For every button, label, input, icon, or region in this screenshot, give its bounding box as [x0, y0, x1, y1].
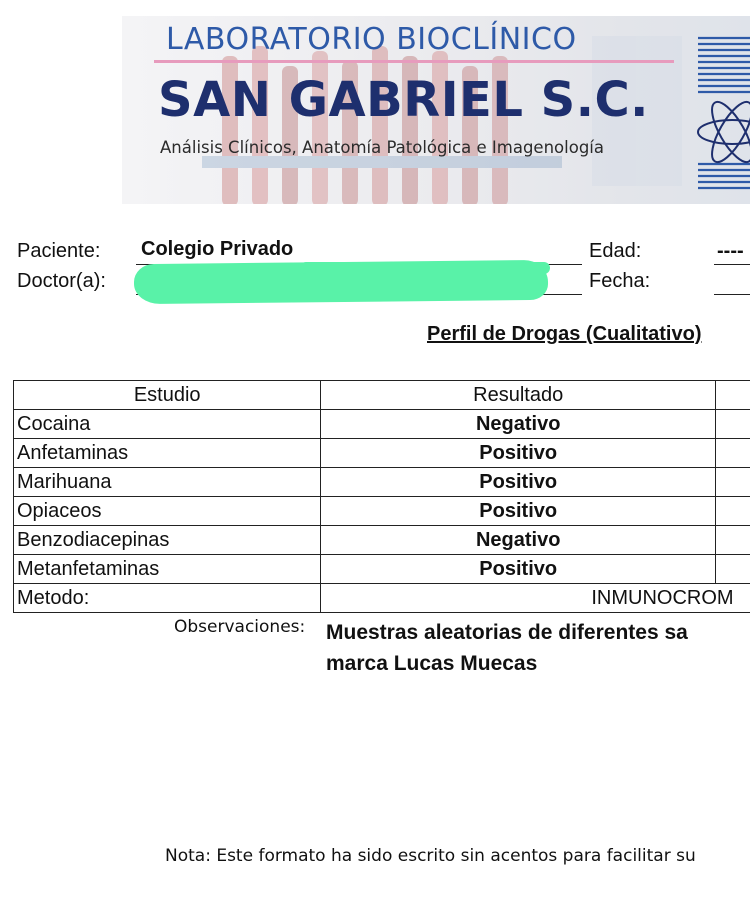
- result-cell: Negativo: [321, 410, 716, 439]
- study-cell: Anfetaminas: [14, 439, 321, 468]
- method-label: Metodo:: [14, 584, 321, 613]
- column-header-result: Resultado: [321, 381, 716, 410]
- date-label: Fecha:: [589, 270, 651, 292]
- table-header-row: [14, 381, 750, 410]
- method-value: INMUNOCROM: [321, 584, 750, 613]
- extra-cell: [716, 439, 750, 468]
- redaction-mark-top: [300, 262, 550, 274]
- observations-text: [326, 617, 688, 679]
- lab-subtitle: Análisis Clínicos, Anatomía Patológica e Imagenología: [160, 138, 604, 157]
- doctor-label: Doctor(a):: [17, 270, 106, 292]
- table-row: [14, 410, 750, 439]
- extra-cell: [716, 497, 750, 526]
- study-cell: Metanfetaminas: [14, 555, 321, 584]
- table-row: [14, 497, 750, 526]
- result-cell: Positivo: [321, 497, 716, 526]
- result-cell: Positivo: [321, 468, 716, 497]
- age-label: Edad:: [589, 240, 642, 262]
- accent-divider: [154, 60, 674, 63]
- observations-line-2: marca Lucas Muecas: [326, 652, 538, 675]
- footer-note: Nota: Este formato ha sido escrito sin acentos para facilitar su: [165, 846, 696, 866]
- lab-name: LABORATORIO BIOCLÍNICO: [166, 22, 577, 57]
- study-cell: Opiaceos: [14, 497, 321, 526]
- observations-line-1: Muestras aleatorias de diferentes sa: [326, 621, 688, 644]
- patient-name: Colegio Privado: [141, 238, 294, 260]
- table-row: [14, 526, 750, 555]
- age-value: ----: [717, 240, 744, 262]
- result-cell: Negativo: [321, 526, 716, 555]
- extra-cell: [716, 410, 750, 439]
- result-cell: Positivo: [321, 439, 716, 468]
- method-row: [14, 584, 750, 613]
- table-row: [14, 439, 750, 468]
- observations-label: Observaciones:: [174, 617, 306, 637]
- atom-logo-icon: [690, 24, 750, 192]
- patient-label: Paciente:: [17, 240, 101, 262]
- study-cell: Cocaina: [14, 410, 321, 439]
- extra-cell: [716, 468, 750, 497]
- results-table: [13, 380, 750, 613]
- extra-cell: [716, 526, 750, 555]
- age-underline: [714, 264, 750, 265]
- column-header-extra: [716, 381, 750, 410]
- table-row: [14, 468, 750, 497]
- extra-cell: [716, 555, 750, 584]
- lab-header-banner: [122, 16, 750, 204]
- profile-title: Perfil de Drogas (Cualitativo): [427, 323, 702, 345]
- column-header-study: Estudio: [14, 381, 321, 410]
- date-underline: [714, 294, 750, 295]
- table-row: [14, 555, 750, 584]
- lab-title: SAN GABRIEL S.C.: [158, 72, 649, 128]
- result-cell: Positivo: [321, 555, 716, 584]
- study-cell: Marihuana: [14, 468, 321, 497]
- study-cell: Benzodiacepinas: [14, 526, 321, 555]
